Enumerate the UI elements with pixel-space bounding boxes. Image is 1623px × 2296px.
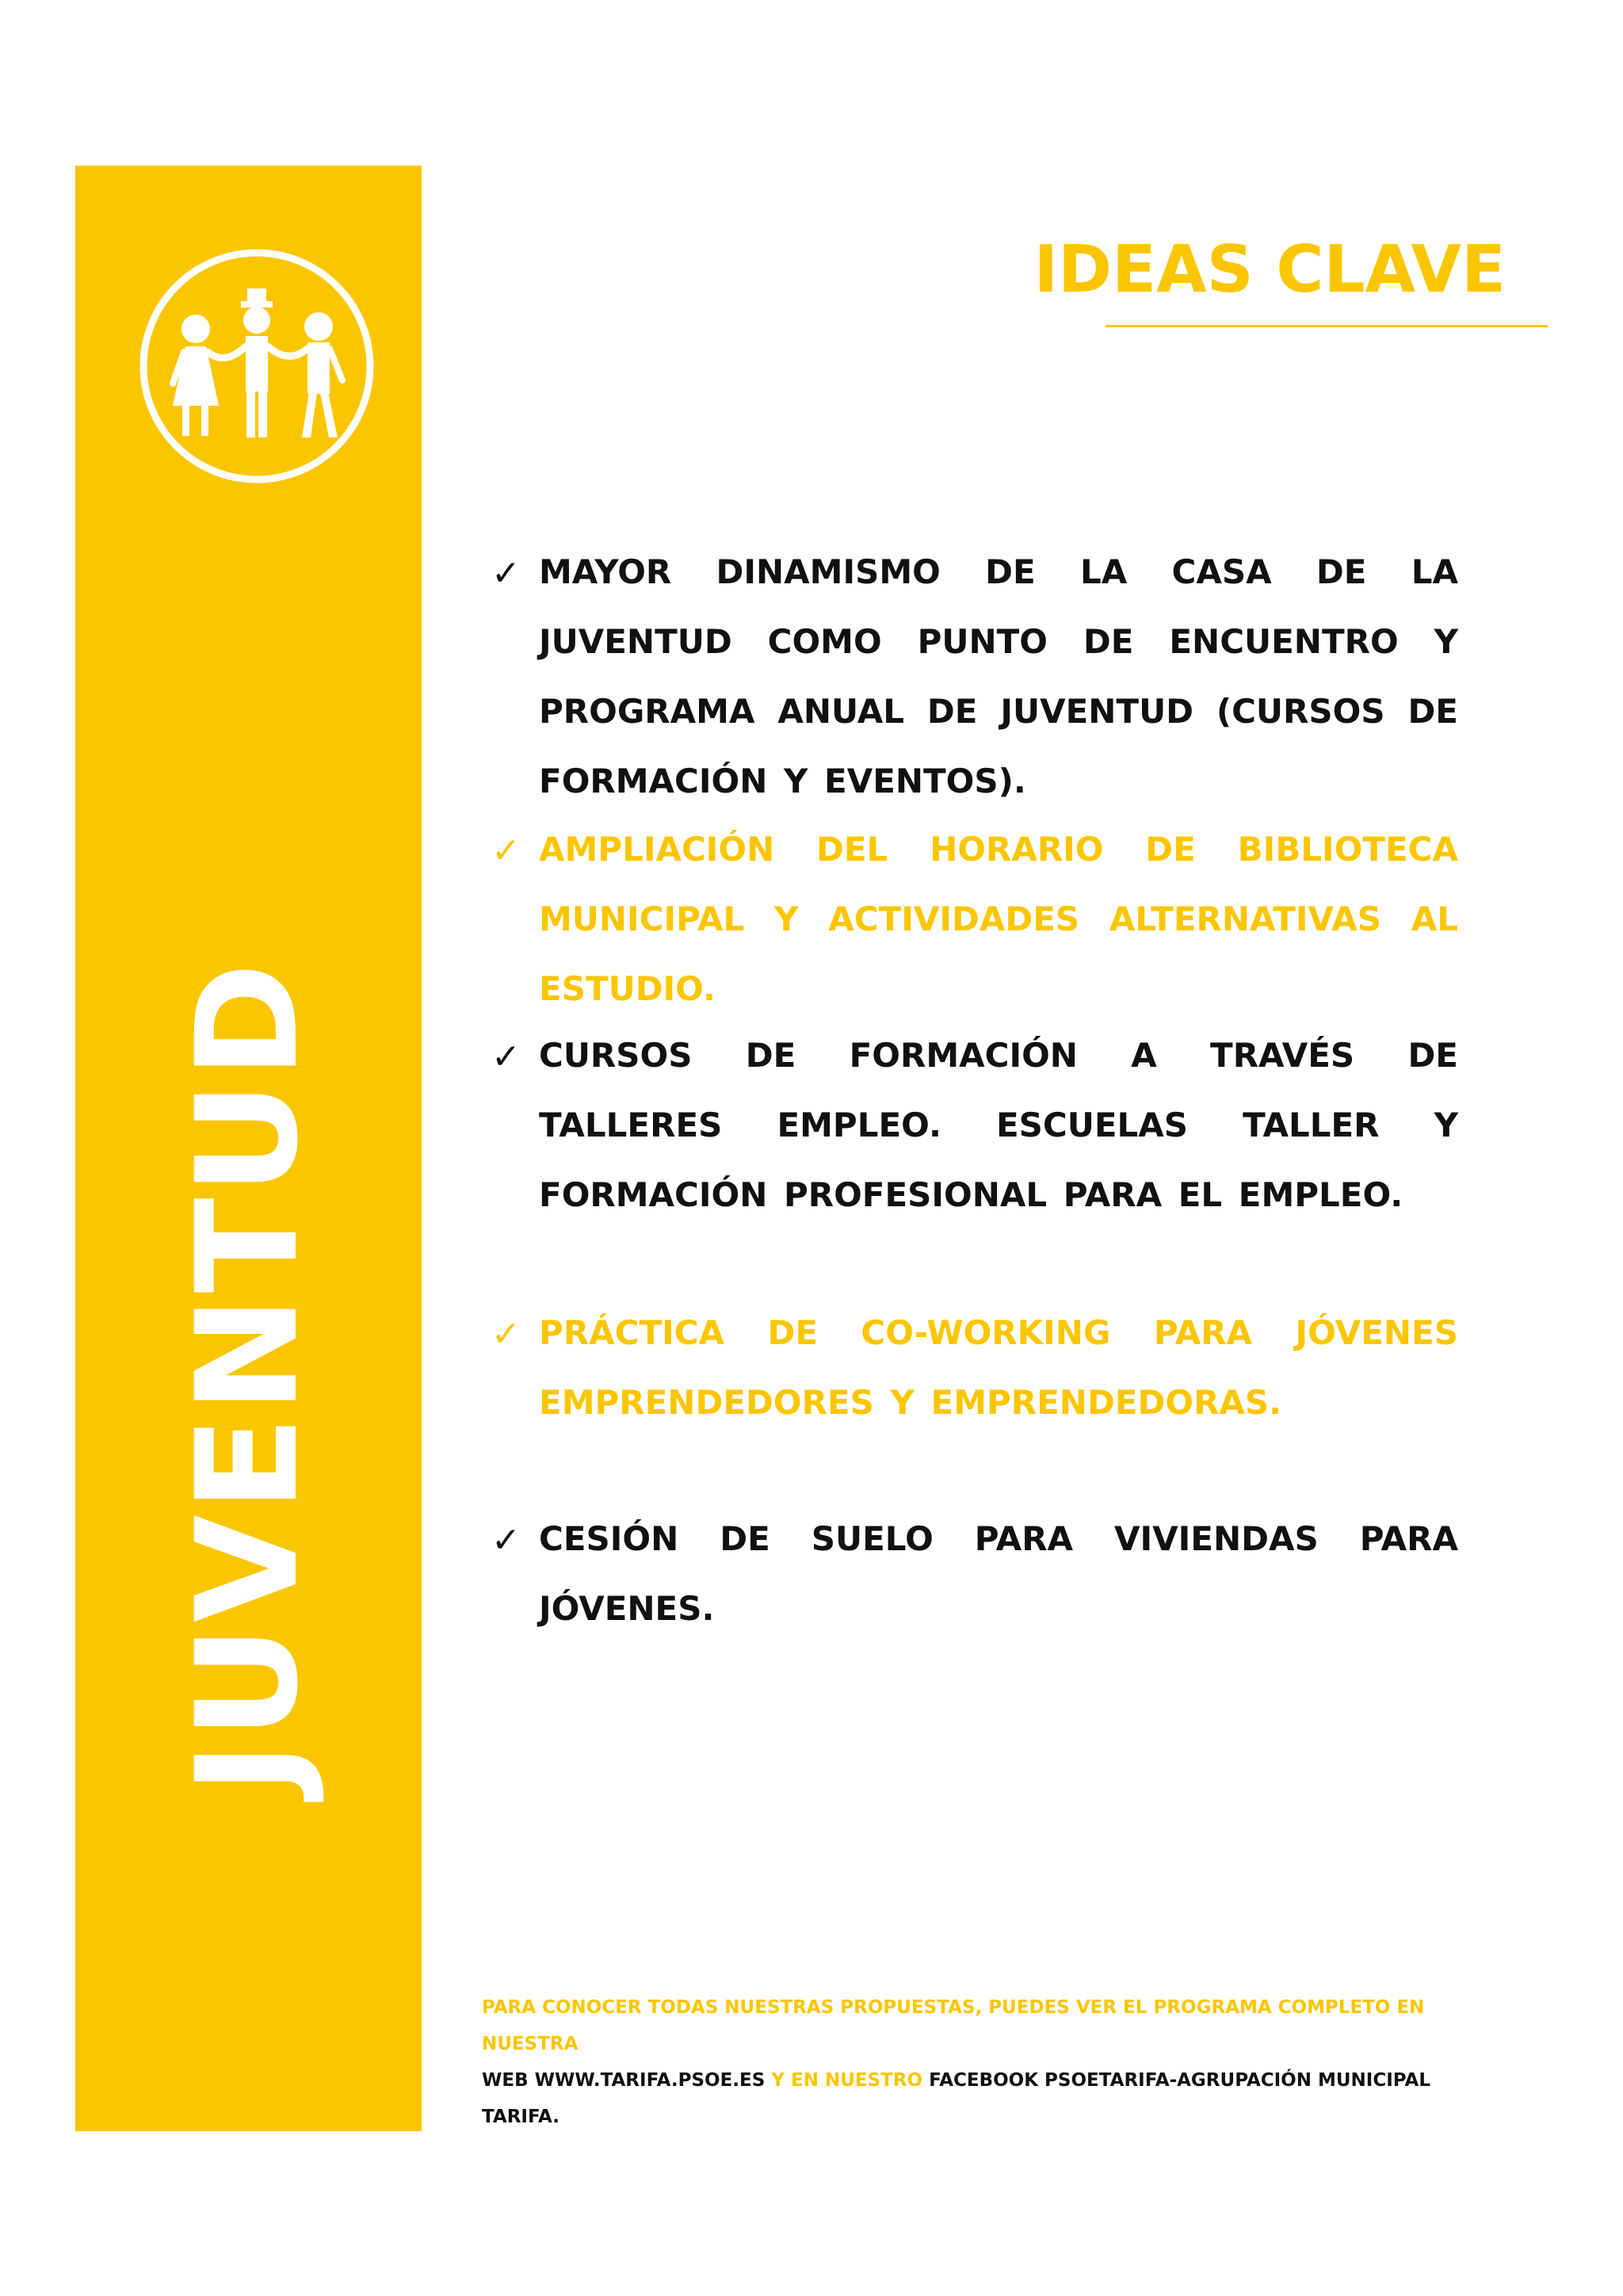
check-icon: ✓: [491, 831, 521, 871]
check-icon: ✓: [491, 1037, 521, 1077]
check-icon: ✓: [491, 1314, 521, 1354]
title-underline: [1106, 325, 1548, 327]
footer-facebook-link[interactable]: FACEBOOK PSOETARIFA-AGRUPACIÓN MUNICIPAL TARIFA.: [482, 2070, 1430, 2127]
list-item-text: MAYOR DINAMISMO DE LA CASA DE LA JUVENTUD COMO PUNTO DE ENCUENTRO Y PROGRAMA ANUAL DE JUVENTUD (CURSOS DE FORMACIÓN Y EVENTOS).: [539, 552, 1458, 800]
list-item-text: AMPLIACIÓN DEL HORARIO DE BIBLIOTECA MUNICIPAL Y ACTIVIDADES ALTERNATIVAS AL ESTUDIO.: [539, 830, 1458, 1008]
footer-line-1: PARA CONOCER TODAS NUESTRAS PROPUESTAS, PUEDES VER EL PROGRAMA COMPLETO EN NUESTRA: [482, 1997, 1425, 2054]
footer-connector: Y EN NUESTRO: [765, 2070, 930, 2091]
list-item-text: CESIÓN DE SUELO PARA VIVIENDAS PARA JÓVENES.: [539, 1519, 1458, 1628]
list-item: [491, 832, 1458, 1024]
footer-web-link[interactable]: WWW.TARIFA.PSOE.ES: [534, 2070, 766, 2091]
list-item-text: CURSOS DE FORMACIÓN A TRAVÉS DE TALLERES EMPLEO. ESCUELAS TALLER Y FORMACIÓN PROFESIONAL PARA EL EMPLEO.: [539, 1036, 1458, 1214]
footer-line-2: [482, 2062, 1488, 2135]
people-holding-hands-icon: [138, 247, 376, 485]
check-icon: ✓: [491, 553, 521, 594]
list-item: [491, 1313, 1458, 1438]
footer-web-prefix: WEB: [482, 2070, 535, 2091]
sidebar-band: [75, 166, 422, 2131]
list-item: [491, 1038, 1458, 1230]
check-icon: ✓: [491, 1520, 521, 1561]
footer-note: [482, 1989, 1488, 2135]
section-vertical-title: JUVENTUD: [166, 959, 329, 1794]
list-item: [491, 552, 1458, 816]
list-item: [491, 1519, 1458, 1644]
list-item-text: PRÁCTICA DE CO-WORKING PARA JÓVENES EMPRENDEDORES Y EMPRENDEDORAS.: [539, 1313, 1458, 1422]
page-title: IDEAS CLAVE: [1033, 232, 1506, 308]
